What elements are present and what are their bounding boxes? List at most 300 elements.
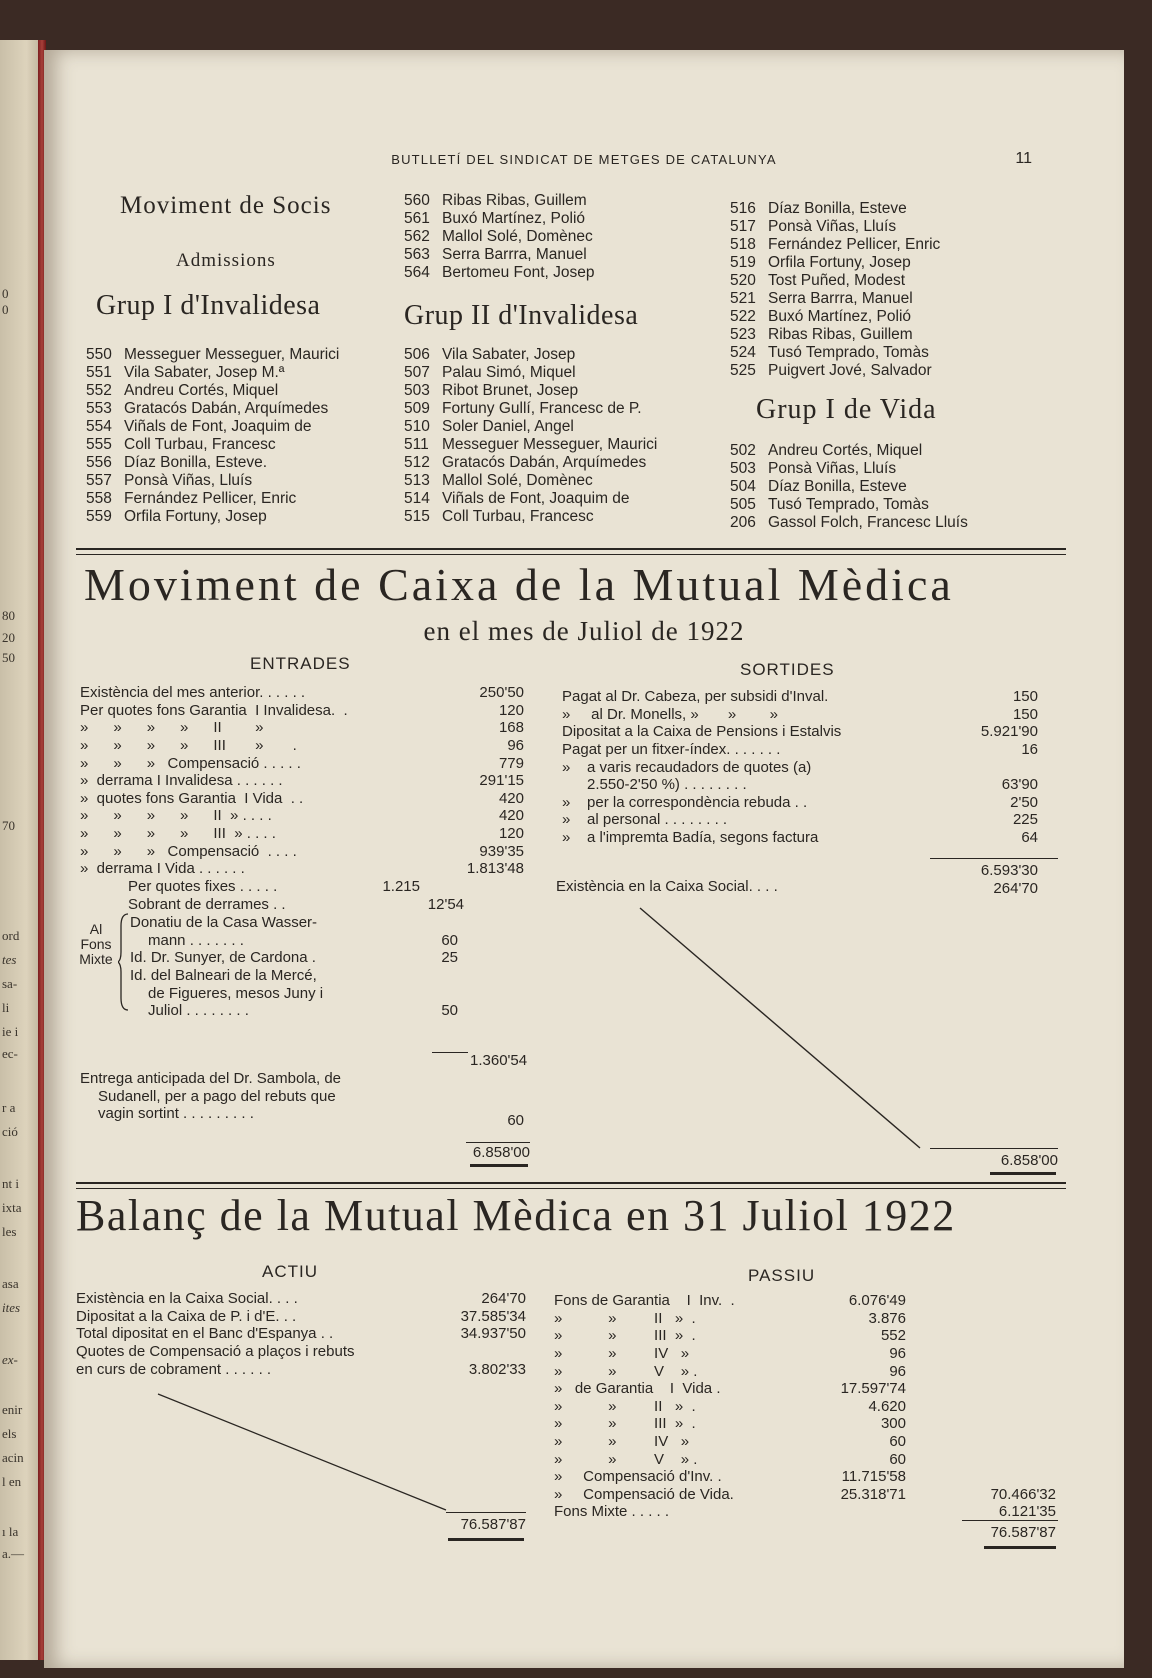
double-rule	[990, 1172, 1056, 1175]
sortides-heading: SORTIDES	[740, 660, 835, 679]
double-rule	[470, 1164, 528, 1167]
ledger-row	[80, 702, 530, 720]
margin-fragment: 70	[2, 818, 15, 833]
donatiu-row	[130, 932, 530, 950]
member-number: 521	[730, 290, 756, 307]
member-name: Gassol Folch, Francesc Lluís	[768, 514, 968, 531]
member-number: 510	[404, 418, 430, 435]
ledger-row	[554, 1292, 1074, 1310]
ledger-row	[80, 842, 530, 860]
member-number: 517	[730, 218, 756, 235]
ledger-value: 34.937'50	[460, 1325, 526, 1343]
member-row	[404, 228, 704, 246]
ledger-label: Per quotes fons Garantia I Invalidesa. .	[80, 701, 348, 719]
ledger-value-total: 70.466'32	[990, 1485, 1056, 1503]
member-row	[86, 436, 406, 454]
ledger-label: Existència del mes anterior. . . . . .	[80, 684, 306, 702]
member-number: 558	[86, 490, 112, 507]
ledger-label: Dipositat a la Caixa de P. i d'E. . .	[76, 1307, 297, 1325]
donatiu-label: Id. Dr. Sunyer, de Cardona .	[130, 949, 316, 967]
member-number: 513	[404, 472, 430, 489]
ledger-label: » al Dr. Monells, » » »	[562, 705, 778, 723]
donatiu-value: 60	[441, 931, 458, 949]
existencia-caixa-label: Existència en la Caixa Social. . . .	[556, 878, 778, 895]
member-number: 550	[86, 346, 112, 363]
member-row	[404, 400, 714, 418]
sobrant-label: Sobrant de derrames . .	[128, 895, 286, 913]
ledger-value: 5.921'90	[980, 723, 1038, 741]
member-name: Andreu Cortés, Miquel	[124, 382, 279, 399]
document-page	[44, 50, 1124, 1668]
member-number: 503	[404, 382, 430, 399]
member-name: Messeguer Messeguer, Maurici	[124, 346, 340, 363]
ledger-label: » quotes fons Garantia I Vida . .	[80, 789, 304, 807]
fill-line	[154, 1390, 474, 1520]
member-number: 514	[404, 490, 430, 507]
ledger-value: 3.802'33	[468, 1360, 526, 1378]
grup2-invalidesa-heading: Grup II d'Invalidesa	[404, 300, 639, 331]
margin-fragment: tes	[2, 952, 17, 967]
running-header: BUTLLETÍ DEL SINDICAT DE METGES DE CATALUNYA	[391, 152, 777, 167]
section-divider	[76, 554, 1066, 555]
member-number: 519	[730, 254, 756, 271]
ledger-row	[562, 794, 1072, 812]
ledger-value: 37.585'34	[460, 1307, 526, 1325]
ledger-row	[562, 811, 1072, 829]
ledger-row	[554, 1380, 1074, 1398]
member-row	[730, 442, 1030, 460]
ledger-label: » per la correspondència rebuda . .	[562, 793, 808, 811]
sortides-total-rule	[930, 1148, 1058, 1149]
ledger-row	[562, 688, 1072, 706]
member-number: 504	[730, 478, 756, 495]
margin-fragment: ites	[2, 1300, 21, 1315]
ledger-value: 25.318'71	[840, 1485, 906, 1503]
member-row	[730, 514, 1030, 532]
member-row	[730, 344, 1020, 362]
member-number: 563	[404, 246, 430, 263]
margin-fragment: 0	[2, 286, 9, 301]
margin-fragment: a.—	[2, 1546, 25, 1561]
ledger-label: » a varis recaudadors de quotes (a)	[562, 758, 812, 776]
total-sortides: 6.858'00	[1000, 1152, 1058, 1169]
ledger-value: 64	[1021, 829, 1038, 847]
ledger-value: 3.876	[868, 1309, 906, 1327]
margin-fragment: 50	[2, 650, 15, 665]
ledger-label: Fons de Garantia I Inv. .	[554, 1292, 735, 1310]
ledger-value: 939'35	[479, 842, 524, 860]
entrades-heading: ENTRADES	[250, 654, 351, 673]
ledger-value-total: 6.121'35	[998, 1503, 1056, 1521]
member-number: 518	[730, 236, 756, 253]
total-actiu: 76.587'87	[460, 1516, 526, 1533]
member-number: 522	[730, 308, 756, 325]
grup2-invalidesa-list	[404, 346, 714, 526]
ledger-row	[80, 772, 530, 790]
member-row	[730, 290, 1020, 308]
member-number: 503	[730, 460, 756, 477]
ledger-row	[554, 1433, 1074, 1451]
member-row	[404, 210, 704, 228]
sobrant-value: 12'54	[427, 895, 464, 913]
member-name: Bertomeu Font, Josep	[442, 264, 595, 281]
section-divider	[76, 1182, 1066, 1184]
margin-fragment: 20	[2, 630, 15, 645]
member-name: Díaz Bonilla, Esteve.	[124, 454, 268, 471]
member-row	[86, 508, 406, 526]
member-number: 506	[404, 346, 430, 363]
member-name: Ponsà Viñas, Lluís	[768, 460, 897, 477]
member-name: Serra Barrra, Manuel	[768, 290, 913, 307]
member-row	[86, 400, 406, 418]
ledger-label: » Compensació de Vida.	[554, 1485, 734, 1503]
total-entrades: 6.858'00	[472, 1144, 530, 1161]
ledger-row	[562, 758, 1072, 776]
passiu-table	[554, 1292, 1074, 1521]
ledger-label: » de Garantia I Vida .	[554, 1380, 721, 1398]
ledger-label: » al personal . . . . . . . .	[562, 811, 728, 829]
member-number: 206	[730, 514, 756, 531]
caixa-subtitle: en el mes de Juliol de 1922	[423, 616, 745, 646]
fill-line	[634, 904, 994, 1154]
total-rule	[466, 1142, 530, 1143]
ledger-value: 96	[507, 737, 524, 755]
member-name: Fernández Pellicer, Enric	[124, 490, 297, 507]
member-name: Mallol Solé, Domènec	[442, 228, 593, 245]
entrega-value: 60	[507, 1112, 524, 1129]
member-number: 523	[730, 326, 756, 343]
double-rule	[448, 1538, 524, 1541]
member-row	[730, 218, 1020, 236]
ledger-row	[554, 1450, 1074, 1468]
donatiu-value: 25	[441, 949, 458, 967]
member-name: Gratacós Dabán, Arquímedes	[442, 454, 647, 471]
ledger-value: 552	[880, 1327, 906, 1345]
ledger-label: Pagat per un fitxer-índex. . . . . . .	[562, 741, 781, 759]
member-number: 552	[86, 382, 112, 399]
ledger-label: Existència en la Caixa Social. . . .	[76, 1290, 298, 1308]
ledger-row	[562, 723, 1072, 741]
ledger-label: » » IV »	[554, 1433, 690, 1451]
ledger-label: » derrama I Invalidesa . . . . . .	[80, 772, 283, 790]
member-number: 557	[86, 472, 112, 489]
ledger-value: 2'50	[1010, 793, 1038, 811]
ledger-row	[554, 1415, 1074, 1433]
member-number: 559	[86, 508, 112, 525]
ledger-row	[554, 1468, 1074, 1486]
ledger-value: 120	[498, 701, 524, 719]
ledger-label: 2.550-2'50 %) . . . . . . . .	[562, 776, 747, 794]
member-name: Vila Sabater, Josep	[442, 346, 576, 363]
subtotal-b: 1.360'54	[470, 1052, 528, 1069]
passiu-total-rule	[962, 1520, 1058, 1521]
margin-fragment: ció	[2, 1124, 18, 1139]
entrades-table	[80, 684, 530, 878]
entrega-line: Sudanell, per a pago del rebuts que	[98, 1087, 336, 1105]
member-row	[404, 508, 714, 526]
member-number: 525	[730, 362, 756, 379]
ledger-label: » » II » .	[554, 1309, 696, 1327]
member-row	[730, 200, 1020, 218]
actiu-total-rule	[446, 1512, 526, 1513]
donatiu-value: 50	[441, 1002, 458, 1020]
ledger-row	[554, 1362, 1074, 1380]
ledger-row	[80, 860, 530, 878]
ledger-label: » derrama I Vida . . . . . .	[80, 860, 245, 878]
ledger-row	[80, 684, 530, 702]
ledger-value: 225	[1012, 811, 1038, 829]
member-name: Ribas Ribas, Guillem	[442, 192, 587, 209]
ledger-row	[80, 807, 530, 825]
member-number: 520	[730, 272, 756, 289]
ledger-label: » » III » .	[554, 1415, 696, 1433]
section-divider	[76, 1188, 1066, 1189]
member-name: Soler Daniel, Angel	[442, 418, 574, 435]
col2-top-list	[404, 192, 704, 282]
member-row	[404, 192, 704, 210]
ledger-row	[80, 790, 530, 808]
ledger-value: 17.597'74	[840, 1380, 906, 1398]
page-number: 11	[1015, 150, 1032, 167]
ledger-label: » » » » III » .	[80, 737, 297, 755]
member-name: Ponsà Viñas, Lluís	[124, 472, 253, 489]
member-number: 556	[86, 454, 112, 471]
member-row	[404, 364, 714, 382]
ledger-row	[562, 829, 1072, 847]
member-name: Díaz Bonilla, Esteve	[768, 200, 907, 217]
margin-fragment: les	[2, 1224, 17, 1239]
grup1-invalidesa-list	[86, 346, 406, 526]
member-number: 505	[730, 496, 756, 513]
ledger-row	[76, 1290, 526, 1308]
donatiu-label: mann . . . . . . .	[148, 931, 244, 949]
entrega-block	[80, 1070, 530, 1123]
margin-fragment: li	[2, 1000, 10, 1015]
ledger-row	[80, 825, 530, 843]
member-name: Ponsà Viñas, Lluís	[768, 218, 897, 235]
entrades-fixes	[80, 878, 530, 913]
member-name: Mallol Solé, Domènec	[442, 472, 593, 489]
donatiu-row	[130, 1002, 530, 1020]
member-number: 507	[404, 364, 430, 381]
ledger-row	[554, 1503, 1074, 1521]
ledger-value: 300	[880, 1415, 906, 1433]
member-name: Puigvert Jové, Salvador	[768, 362, 932, 379]
ledger-value: 168	[498, 719, 524, 737]
ledger-row	[80, 754, 530, 772]
admissions-heading: Admissions	[176, 250, 276, 271]
member-row	[730, 254, 1020, 272]
member-row	[730, 496, 1030, 514]
margin-fragment: r a	[2, 1100, 16, 1115]
margin-fragment: ixta	[2, 1200, 22, 1215]
ledger-value: 120	[498, 825, 524, 843]
ledger-value: 60	[889, 1450, 906, 1468]
donatiu-row	[130, 949, 530, 967]
ledger-value: 16	[1021, 741, 1038, 759]
member-row	[86, 418, 406, 436]
ledger-label: Total dipositat en el Banc d'Espanya . .	[76, 1325, 334, 1343]
margin-fragment: ord	[2, 928, 20, 943]
member-row	[404, 418, 714, 436]
donatiu-label: Juliol . . . . . . . .	[148, 1002, 249, 1020]
margin-fragment: l en	[2, 1474, 22, 1489]
ledger-row	[562, 776, 1072, 794]
socis-title: Moviment de Socis	[120, 192, 332, 219]
margin-fragment: acin	[2, 1450, 24, 1465]
margin-fragment: asa	[2, 1276, 19, 1291]
ledger-row	[562, 706, 1072, 724]
margin-fragment: ie i	[2, 1024, 19, 1039]
member-row	[730, 478, 1030, 496]
member-name: Ribas Ribas, Guillem	[768, 326, 913, 343]
ledger-row	[76, 1360, 526, 1378]
ledger-row	[554, 1398, 1074, 1416]
member-number: 524	[730, 344, 756, 361]
member-name: Palau Simó, Miquel	[442, 364, 576, 381]
actiu-heading: ACTIU	[262, 1262, 318, 1281]
ledger-row	[76, 1325, 526, 1343]
ledger-label: » » » » II » . . . .	[80, 807, 272, 825]
member-name: Coll Turbau, Francesc	[442, 508, 594, 525]
ledger-row	[554, 1345, 1074, 1363]
member-number: 554	[86, 418, 112, 435]
member-name: Tusó Temprado, Tomàs	[768, 344, 929, 361]
member-number: 502	[730, 442, 756, 459]
ledger-row	[80, 719, 530, 737]
member-name: Ribot Brunet, Josep	[442, 382, 579, 399]
ledger-row	[554, 1310, 1074, 1328]
ledger-value: 11.715'58	[841, 1468, 906, 1486]
member-name: Coll Turbau, Francesc	[124, 436, 276, 453]
member-number: 512	[404, 454, 430, 471]
ledger-value: 420	[498, 789, 524, 807]
existencia-caixa-value: 264'70	[993, 880, 1038, 897]
entrega-line: Entrega anticipada del Dr. Sambola, de	[80, 1070, 341, 1088]
member-row	[86, 364, 406, 382]
entrega-line: vagin sortint . . . . . . . . .	[98, 1105, 254, 1123]
grup1-invalidesa-heading: Grup I d'Invalidesa	[96, 290, 321, 321]
subtotal-rule	[432, 1052, 468, 1053]
member-row	[404, 346, 714, 364]
margin-fragment: sa-	[2, 976, 18, 991]
ledger-label: » » V » .	[554, 1362, 698, 1380]
member-row	[404, 472, 714, 490]
ledger-row	[554, 1327, 1074, 1345]
grup1-vida-heading: Grup I de Vida	[756, 394, 937, 425]
member-name: Tusó Temprado, Tomàs	[768, 496, 929, 513]
ledger-value: 150	[1012, 688, 1038, 706]
double-rule	[984, 1546, 1056, 1549]
margin-fragment: nt i	[2, 1176, 19, 1191]
margin-fragment: 0	[2, 302, 9, 317]
member-row	[730, 308, 1020, 326]
member-name: Viñals de Font, Joaquim de	[442, 490, 630, 507]
ledger-label: Pagat al Dr. Cabeza, per subsidi d'Inval.	[562, 688, 829, 706]
ledger-row	[80, 737, 530, 755]
ledger-value: 779	[498, 754, 524, 772]
member-number: 553	[86, 400, 112, 417]
ledger-label: » » IV »	[554, 1345, 690, 1363]
margin-fragment: 80	[2, 608, 15, 623]
member-row	[404, 490, 714, 508]
quotes-fixes-value: 1.215	[382, 878, 420, 896]
ledger-label: Dipositat a la Caixa de Pensions i Estalvis	[562, 723, 842, 741]
member-number: 509	[404, 400, 430, 417]
member-number: 562	[404, 228, 430, 245]
member-name: Tost Puñed, Modest	[768, 272, 905, 289]
member-row	[730, 326, 1020, 344]
ledger-label: » a l'impremta Badía, segons factura	[562, 829, 819, 847]
col3-top-list	[730, 200, 1020, 380]
member-name: Orfila Fortuny, Josep	[124, 508, 267, 525]
ledger-label: » » » » III » . . . .	[80, 825, 276, 843]
grup1-vida-list	[730, 442, 1030, 532]
member-row	[404, 382, 714, 400]
fons-mixte-label: Al Fons Mixte	[79, 921, 113, 967]
member-row	[404, 246, 704, 264]
member-name: Serra Barrra, Manuel	[442, 246, 587, 263]
ledger-value: 96	[889, 1362, 906, 1380]
ledger-label: » Compensació d'Inv. .	[554, 1468, 722, 1486]
ledger-label: » » » Compensació . . . .	[80, 842, 297, 860]
balanc-title: Balanç de la Mutual Mèdica en 31 Juliol 1922	[76, 1191, 956, 1240]
ledger-label: en curs de cobrament . . . . . .	[76, 1360, 272, 1378]
ledger-label: » » » Compensació . . . . .	[80, 754, 301, 772]
ledger-value: 63'90	[1001, 776, 1038, 794]
member-name: Andreu Cortés, Miquel	[768, 442, 923, 459]
ledger-row	[562, 741, 1072, 759]
margin-fragment: ex-	[2, 1352, 18, 1367]
donatius-list	[130, 914, 530, 1020]
ledger-value: 264'70	[481, 1290, 526, 1308]
ledger-value: 291'15	[479, 772, 524, 790]
sortides-subtotal: 6.593'30	[980, 862, 1038, 879]
member-name: Messeguer Messeguer, Maurici	[442, 436, 658, 453]
donatiu-row	[130, 914, 530, 932]
ledger-label: » » V » .	[554, 1450, 698, 1468]
member-number: 561	[404, 210, 430, 227]
member-name: Viñals de Font, Joaquim de	[124, 418, 312, 435]
ledger-value: 6.076'49	[848, 1292, 906, 1310]
passiu-heading: PASSIU	[748, 1266, 816, 1285]
member-row	[730, 460, 1030, 478]
member-name: Gratacós Dabán, Arquímedes	[124, 400, 329, 417]
member-number: 551	[86, 364, 112, 381]
sortides-subtotal-rule	[930, 858, 1058, 859]
member-number: 515	[404, 508, 430, 525]
member-row	[86, 346, 406, 364]
ledger-label: Fons Mixte . . . . .	[554, 1503, 670, 1521]
member-name: Buxó Martínez, Polió	[442, 210, 586, 227]
member-row	[86, 454, 406, 472]
member-name: Orfila Fortuny, Josep	[768, 254, 911, 271]
ledger-value: 420	[498, 807, 524, 825]
member-name: Fortuny Gullí, Francesc de P.	[442, 400, 642, 417]
member-number: 560	[404, 192, 430, 209]
member-name: Díaz Bonilla, Esteve	[768, 478, 907, 495]
member-row	[404, 436, 714, 454]
caixa-title: Moviment de Caixa de la Mutual Mèdica	[84, 559, 954, 610]
margin-fragment: els	[2, 1426, 17, 1441]
ledger-row	[554, 1486, 1074, 1504]
ledger-value: 1.813'48	[466, 860, 524, 878]
member-number: 511	[404, 436, 429, 453]
quotes-fixes-label: Per quotes fixes . . . . .	[128, 878, 278, 896]
member-row	[730, 362, 1020, 380]
member-row	[86, 382, 406, 400]
section-divider	[76, 548, 1066, 550]
